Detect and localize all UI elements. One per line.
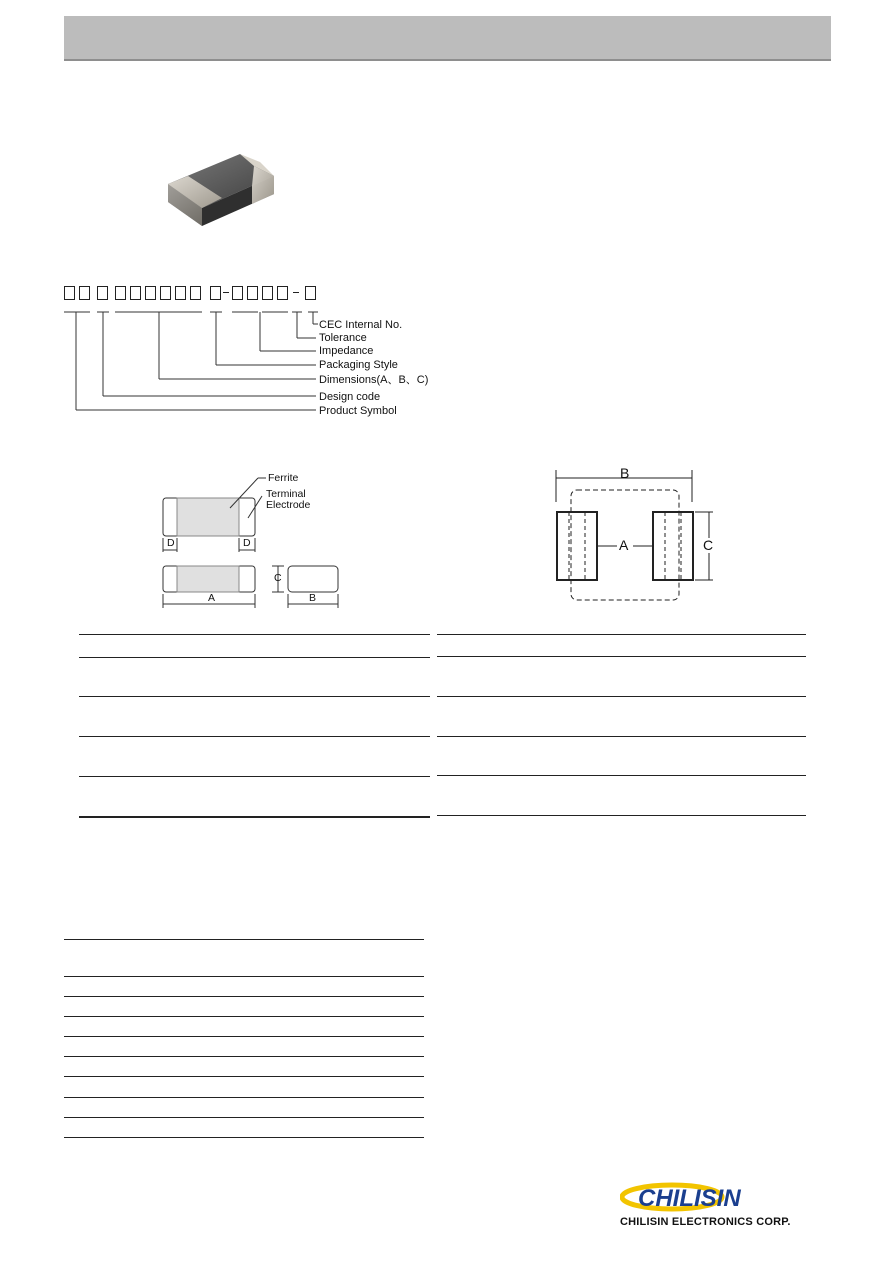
table-rule	[64, 1056, 424, 1057]
dim-d-left: D	[167, 537, 175, 549]
dim-b: B	[309, 592, 317, 604]
label-electrode: Electrode	[266, 499, 311, 511]
table-rule	[79, 736, 430, 737]
table-rule	[64, 1137, 424, 1138]
land-pattern-drawing	[553, 465, 723, 608]
table-rule	[64, 976, 424, 977]
label-ferrite: Ferrite	[268, 472, 299, 484]
label-cec-internal-no: CEC Internal No.	[319, 319, 403, 331]
table-rule	[437, 815, 806, 816]
label-terminal: Terminal	[266, 488, 306, 500]
table-rule	[437, 696, 806, 697]
table-rule	[64, 1076, 424, 1077]
label-design-code: Design code	[319, 391, 381, 403]
chilisin-logo-mark	[620, 1180, 815, 1214]
logo-word: CHILISIN	[638, 1185, 741, 1212]
table-rule	[437, 634, 806, 635]
dim-a: A	[208, 592, 216, 604]
table-rule	[64, 1016, 424, 1017]
dim-a-right: A	[619, 537, 629, 553]
table-rule	[64, 1117, 424, 1118]
company-name: CHILISIN ELECTRONICS CORP.	[620, 1216, 791, 1228]
label-packaging-style: Packaging Style	[319, 359, 398, 371]
table-rule	[437, 736, 806, 737]
table-rule	[79, 776, 430, 777]
table-rule	[437, 775, 806, 776]
pn-leader-lines	[64, 286, 444, 416]
chip-photo	[160, 146, 280, 232]
table-rule	[64, 939, 424, 940]
table-rule	[64, 996, 424, 997]
table-rule	[64, 1097, 424, 1098]
table-rule	[79, 816, 430, 818]
header-bar	[64, 16, 831, 61]
table-rule	[79, 657, 430, 658]
table-rule	[79, 634, 430, 635]
dimension-figure-left	[158, 470, 378, 612]
company-logo	[620, 1180, 815, 1235]
dim-c-right: C	[703, 537, 714, 553]
part-number-diagram	[64, 286, 444, 416]
dim-c: C	[274, 572, 282, 584]
label-product-symbol: Product Symbol	[319, 405, 397, 417]
land-pattern-figure	[553, 465, 723, 608]
table-rule	[79, 696, 430, 697]
dim-d-right: D	[243, 537, 251, 549]
label-impedance: Impedance	[319, 345, 374, 357]
table-rule	[437, 656, 806, 657]
dim-b-right: B	[620, 465, 630, 481]
label-dimensions: Dimensions(A、B、C)	[319, 374, 429, 386]
table-rule	[64, 1036, 424, 1037]
label-tolerance: Tolerance	[319, 332, 367, 344]
